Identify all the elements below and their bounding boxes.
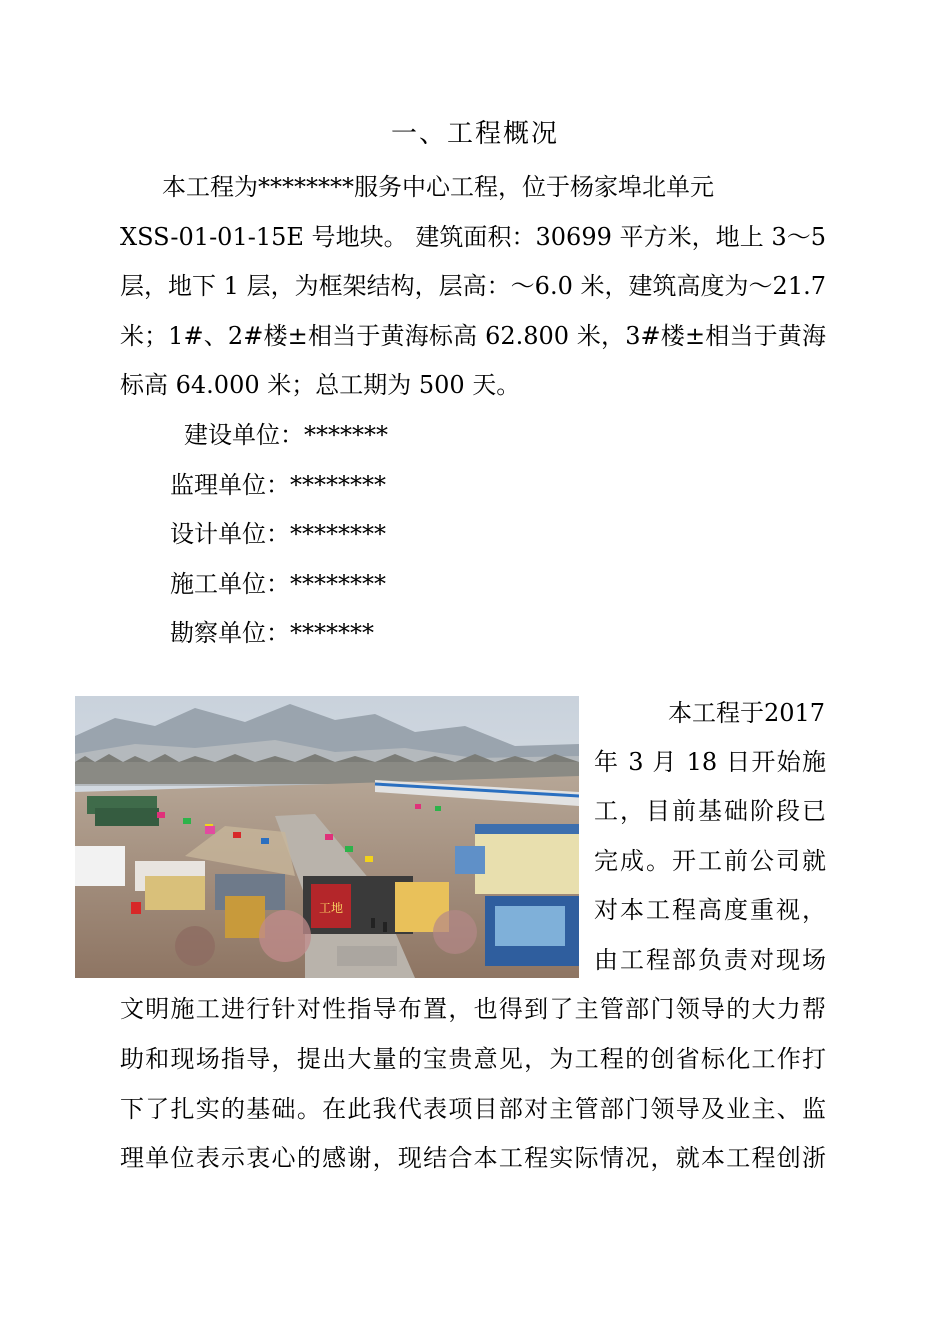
photo-gate-sign: 工地 <box>318 901 344 915</box>
intro-line-1: 本工程为********服务中心工程，位于杨家埠北单元 <box>162 173 714 201</box>
unit-survey: 勘察单位：******* <box>170 619 374 647</box>
intro-line-3: 层，地下 1 层，为框架结构，层高：～6.0 米，建筑高度为～21.7 <box>120 272 826 300</box>
unit-construction-owner: 建设单位：******* <box>184 421 388 449</box>
body-line-2: 助和现场指导，提出大量的宝贵意见，为工程的创省标化工作打 <box>120 1045 826 1073</box>
intro-line-5: 标高 64.000 米；总工期为 500 天。 <box>120 371 521 399</box>
intro-line-2: XSS-01-01-15E 号地块。 建筑面积：30699 平方米，地上 3～5 <box>120 223 826 251</box>
body-line-4: 理单位表示衷心的感谢，现结合本工程实际情况，就本工程创浙 <box>120 1144 826 1172</box>
unit-contractor: 施工单位：******** <box>170 570 386 598</box>
intro-line-4: 米；1#、2#楼±相当于黄海标高 62.800 米，3#楼±相当于黄海 <box>120 322 826 350</box>
body-line-1: 文明施工进行针对性指导布置，也得到了主管部门领导的大力帮 <box>120 995 826 1023</box>
body-line-3: 下了扎实的基础。在此我代表项目部对主管部门领导及业主、监 <box>120 1095 826 1123</box>
section-title: 一、工程概况 <box>390 119 559 149</box>
side-line-2: 年 3 月 18 日开始施 <box>594 748 826 776</box>
unit-design: 设计单位：******** <box>170 520 386 548</box>
side-line-1: 本工程于2017 <box>668 699 826 727</box>
unit-supervision: 监理单位：******** <box>170 471 386 499</box>
side-line-6: 由工程部负责对现场 <box>594 946 826 974</box>
side-line-4: 完成。开工前公司就 <box>594 847 826 875</box>
side-line-5: 对本工程高度重视， <box>594 896 826 924</box>
construction-site-photo <box>75 696 579 978</box>
side-line-3: 工，目前基础阶段已 <box>594 797 826 825</box>
